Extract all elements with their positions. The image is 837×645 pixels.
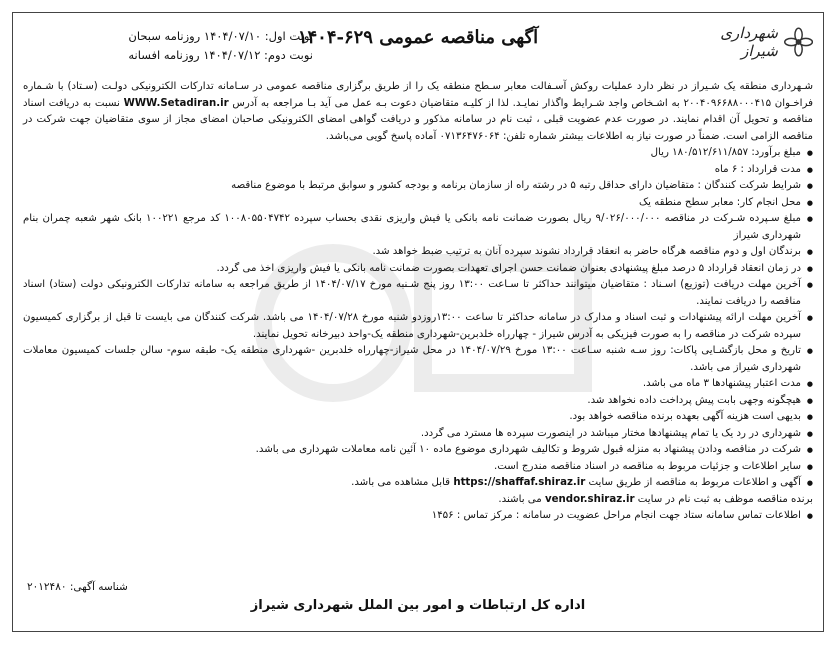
list-item: ● مبلغ سـپرده شـرکت در مناقصه ۹/۰۲۶/۰۰۰/۰۰۰ ریال بصورت ضمانت نامه بانکی یا فیش واریزی نقدی بحساب سپرده ۱۰۰۸۰۵۵۰۴۷۴۲ کد مرجع ۱۰۰۲۲۱ بانک شهر شعبه چمران بنام شهرداری شیراز xyxy=(23,211,813,244)
list-item: ● مدت اعتبار پیشنهادها ۳ ماه می باشد. xyxy=(23,376,813,393)
site-info-text-before: آگهی و اطلاعات مربوط به مناقصه از طریق سایت xyxy=(588,477,801,488)
site-info-text-after: قابل مشاهده می باشد. xyxy=(351,477,451,488)
vendor-website-link[interactable]: vendor.shiraz.ir xyxy=(544,493,635,505)
ad-id: شناسه آگهی: ۲۰۱۲۴۸۰ xyxy=(27,581,128,593)
vendor-line xyxy=(23,492,813,509)
list-item: ● مبلغ برآورد: ۱۸۰/۵۱۲/۶۱۱/۸۵۷ ریال xyxy=(23,145,813,162)
list-item: ● در زمان انعقاد قرارداد ۵ درصد مبلغ پیشنهادی بعنوان ضمانت حسن اجرای تعهدات بصورت ضمانت نامه بانکی یا فیش واریزی اخذ می گردد. xyxy=(23,261,813,278)
list-item: ● شهرداری در رد یک یا تمام پیشنهادها مختار میباشد در اینصورت سپرده ها مسترد می گردد. xyxy=(23,426,813,443)
list-item: ● سایر اطلاعات و جزئیات مربوط به مناقصه در اسناد مناقصه مندرج است. xyxy=(23,459,813,476)
list-item: ● هیچگونه وجهی بابت پیش پرداخت داده نخواهد شد. xyxy=(23,393,813,410)
intro-paragraph xyxy=(23,79,813,145)
setad-website-link[interactable]: WWW.Setadiran.ir xyxy=(123,97,229,109)
notice-title: آگهی مناقصه عمومی ۶۲۹-۱۴۰۴ xyxy=(297,27,539,48)
org-logo-text: شهرداری شیراز xyxy=(720,24,778,60)
list-item: ● آخرین مهلت ارائه پیشنهادات و ثبت اسناد و مدارک در سامانه حداکثر تا ساعت ۱۳:۰۰روزدو شنبه مورخ ۱۴۰۴/۰۷/۲۸ می باشد. شرکت کنندگان می بایست تا قبل از برگزاری کمیسیون سپرده شرکت در مناقصه را به صورت فیزیکی به آدرس شیراز - چهارراه خلدبرین-شهرداری منطقه یک-واحد دبیرخانه تحویل نمایند. xyxy=(23,310,813,343)
intro-text-1: شـهرداری منطقه یک شـیراز در نظر دارد عملیات روکش آسـفالت معابر سـطح منطقه یک را از طریق برگزاری مناقصه عمومی در سـامانه تدارکات الکترونیکی دولـت (سـتاد) با شـماره فراخـوان ۲۰۰۴۰۹۶۶۸۸۰۰۰۴۱۵ به اشـخاص واجد شـرایط واگذار نمایـد. لذا از کلیـه متقاضیان دعوت بـه عمل می آید بـا مراجعه به آدرس xyxy=(23,81,813,109)
vendor-text-after: می باشند. xyxy=(498,493,542,505)
footer-org: اداره کل ارتباطات و امور بین الملل شهرداری شیراز xyxy=(250,598,586,613)
list-item: ● مدت قرارداد : ۶ ماه xyxy=(23,162,813,179)
publication-first: نوبت اول: ۱۴۰۴/۰۷/۱۰ روزنامه سبحان xyxy=(128,29,313,43)
list-item: ● آخرین مهلت دریافت (توزیع) اسـناد : متقاضیان میتوانند حداکثر تا سـاعت ۱۳:۰۰ روز پنج شـنبه مورخ ۱۴۰۴/۰۷/۱۷ از طریق مراجعه به سامانه تدارکات الکترونیکی دولت (ستاد) اسناد مناقصه را دریافت نمایند. xyxy=(23,277,813,310)
publication-second: نوبت دوم: ۱۴۰۴/۰۷/۱۲ روزنامه افسانه xyxy=(128,48,313,62)
intro-text-2: نسبت به دریافت اسناد مناقصه و تحویل آن اقدام نمایند. در صورت عدم عضویت قبلی ، ثبت نام در سامانه مذکور و دریافت گواهی امضای الکترونیکی صاحبان امضای مجاز از سوی متقاضیان جهت شرکت در مناقصه الزامی است. ضمناً در صورت نیاز به اطلاعات بیشتر شماره تلفن: ۰۷۱۳۶۴۷۶۰۶۴ آماده پاسخ گویی می‌باشد. xyxy=(23,97,813,142)
contact-item: ● اطلاعات تماس سامانه ستاد جهت انجام مراحل عضویت در سامانه : مرکز تماس : ۱۴۵۶ xyxy=(23,508,813,525)
vendor-text-before: برنده مناقصه موظف به ثبت نام در سایت xyxy=(637,493,813,505)
site-info-item xyxy=(23,475,813,492)
notice-body xyxy=(23,79,813,525)
shaffaf-website-link[interactable]: https://shaffaf.shiraz.ir xyxy=(453,477,586,488)
notice-frame xyxy=(12,12,824,632)
publication-info xyxy=(83,27,313,65)
list-item: ● بدیهی است هزینه آگهی بعهده برنده مناقصه خواهد بود. xyxy=(23,409,813,426)
list-item: ● شرکت در مناقصه ودادن پیشنهاد به منزله قبول شروط و تکالیف شهرداری موضوع ماده ۱۰ آئین نامه معاملات شهرداری می باشد. xyxy=(23,442,813,459)
notice-header xyxy=(13,13,823,69)
list-item: ● شرایط شرکت کنندگان : متقاضیان دارای حداقل رتبه ۵ در رشته راه از سازمان برنامه و بودجه کشور و سوابق مرتبط با موضوع مناقصه xyxy=(23,178,813,195)
list-item: ● برندگان اول و دوم مناقصه هرگاه حاضر به انعقاد قرارداد نشوند سپرده آنان به ترتیب ضبط خواهد شد. xyxy=(23,244,813,261)
list-item: ● تاریخ و محل بازگشـایی پاکات: روز سـه شنبه سـاعت ۱۳:۰۰ مورخ ۱۴۰۴/۰۷/۲۹ در محل شیراز-چهارراه خلدبرین -شهرداری منطقه یک- طبقه سوم- سالن جلسات کمیسیون معاملات شهرداری شیراز می باشد. xyxy=(23,343,813,376)
list-item: ● محل انجام کار: معابر سطح منطقه یک xyxy=(23,195,813,212)
